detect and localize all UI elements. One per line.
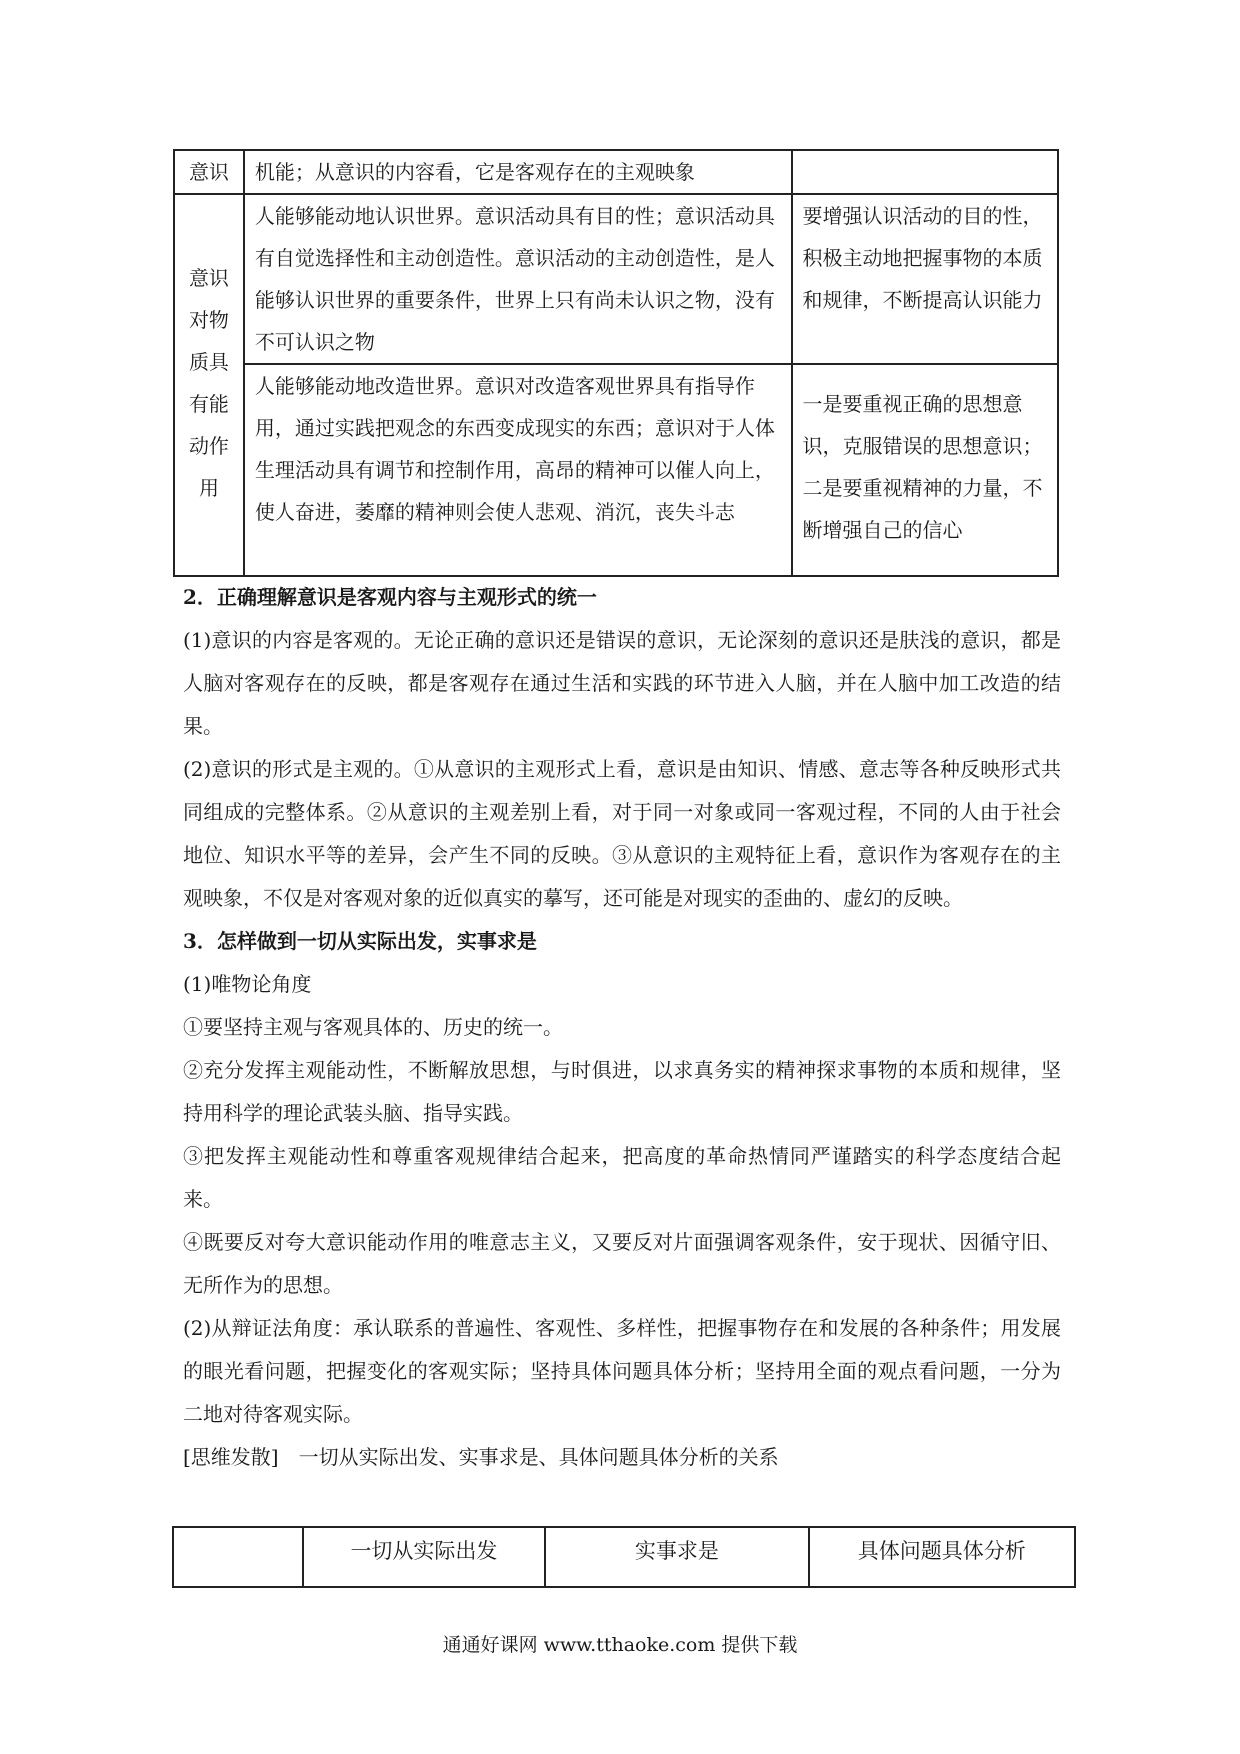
table-cell: 人能够能动地认识世界。意识活动具有目的性；意识活动具有自觉选择性和主动创造性。意识活动的主动创造性，是人能够认识世界的重要条件，世界上只有尚未认识之物，没有不可认识之物 bbox=[244, 194, 792, 364]
table-header-cell bbox=[173, 1527, 303, 1587]
table-header-cell: 具体问题具体分析 bbox=[809, 1527, 1075, 1587]
paragraph: ④既要反对夸大意识能动作用的唯意志主义，又要反对片面强调客观条件，安于现状、因循守旧、无所作为的思想。 bbox=[183, 1230, 1061, 1297]
table-row bbox=[174, 194, 1058, 364]
merged-row-label: 意识对物质具有能动作用 bbox=[174, 194, 244, 576]
table-row bbox=[174, 150, 1058, 194]
table-cell: 人能够能动地改造世界。意识对改造客观世界具有指导作用，通过实践把观念的东西变成现实的东西；意识对于人体生理活动具有调节和控制作用，高昂的精神可以催人向上，使人奋进，萎靡的精神则会使人悲观、消沉，丧失斗志 bbox=[244, 364, 792, 576]
paragraph: (1)意识的内容是客观的。无论正确的意识还是错误的意识，无论深刻的意识还是肤浅的意识，都是人脑对客观存在的反映，都是客观存在通过生活和实践的环节进入人脑，并在人脑中加工改造的结果。 bbox=[183, 628, 1061, 738]
table-cell: 意识 bbox=[174, 150, 244, 194]
paragraph: ①要坚持主观与客观具体的、历史的统一。 bbox=[183, 1015, 563, 1039]
paragraph: ②充分发挥主观能动性，不断解放思想，与时俱进，以求真务实的精神探求事物的本质和规律，坚持用科学的理论武装头脑、指导实践。 bbox=[183, 1058, 1061, 1125]
section-heading: 3．怎样做到一切从实际出发，实事求是 bbox=[183, 929, 537, 953]
paragraph: [思维发散] 一切从实际出发、实事求是、具体问题具体分析的关系 bbox=[183, 1445, 779, 1469]
footer-text: 通通好课网 www.tthaoke.com 提供下载 bbox=[442, 1634, 798, 1656]
section-2 bbox=[183, 576, 1061, 1479]
paragraph: (1)唯物论角度 bbox=[183, 972, 312, 996]
table-cell: 一是要重视正确的思想意识，克服错误的思想意识；二是要重视精神的力量，不断增强自己的信心 bbox=[792, 364, 1058, 576]
section-heading: 2．正确理解意识是客观内容与主观形式的统一 bbox=[183, 585, 597, 609]
consciousness-table bbox=[173, 149, 1059, 577]
table-header-row bbox=[173, 1527, 1075, 1587]
paragraph: ③把发挥主观能动性和尊重客观规律结合起来，把高度的革命热情同严谨踏实的科学态度结合起来。 bbox=[183, 1144, 1061, 1211]
table-row bbox=[174, 364, 1058, 576]
table-header-cell: 一切从实际出发 bbox=[303, 1527, 545, 1587]
table-cell bbox=[792, 150, 1058, 194]
table-header-cell: 实事求是 bbox=[545, 1527, 808, 1587]
table-cell: 要增强认识活动的目的性，积极主动地把握事物的本质和规律，不断提高认识能力 bbox=[792, 194, 1058, 364]
relationship-table bbox=[172, 1526, 1076, 1588]
table-cell: 机能；从意识的内容看，它是客观存在的主观映象 bbox=[244, 150, 792, 194]
paragraph: (2)意识的形式是主观的。①从意识的主观形式上看，意识是由知识、情感、意志等各种反映形式共同组成的完整体系。②从意识的主观差别上看，对于同一对象或同一客观过程，不同的人由于社会地位、知识水平等的差异，会产生不同的反映。③从意识的主观特征上看，意识作为客观存在的主观映象，不仅是对客观对象的近似真实的摹写，还可能是对现实的歪曲的、虚幻的反映。 bbox=[183, 757, 1061, 910]
paragraph: (2)从辩证法角度：承认联系的普遍性、客观性、多样性，把握事物存在和发展的各种条件；用发展的眼光看问题，把握变化的客观实际；坚持具体问题具体分析；坚持用全面的观点看问题，一分为二地对待客观实际。 bbox=[183, 1316, 1061, 1426]
